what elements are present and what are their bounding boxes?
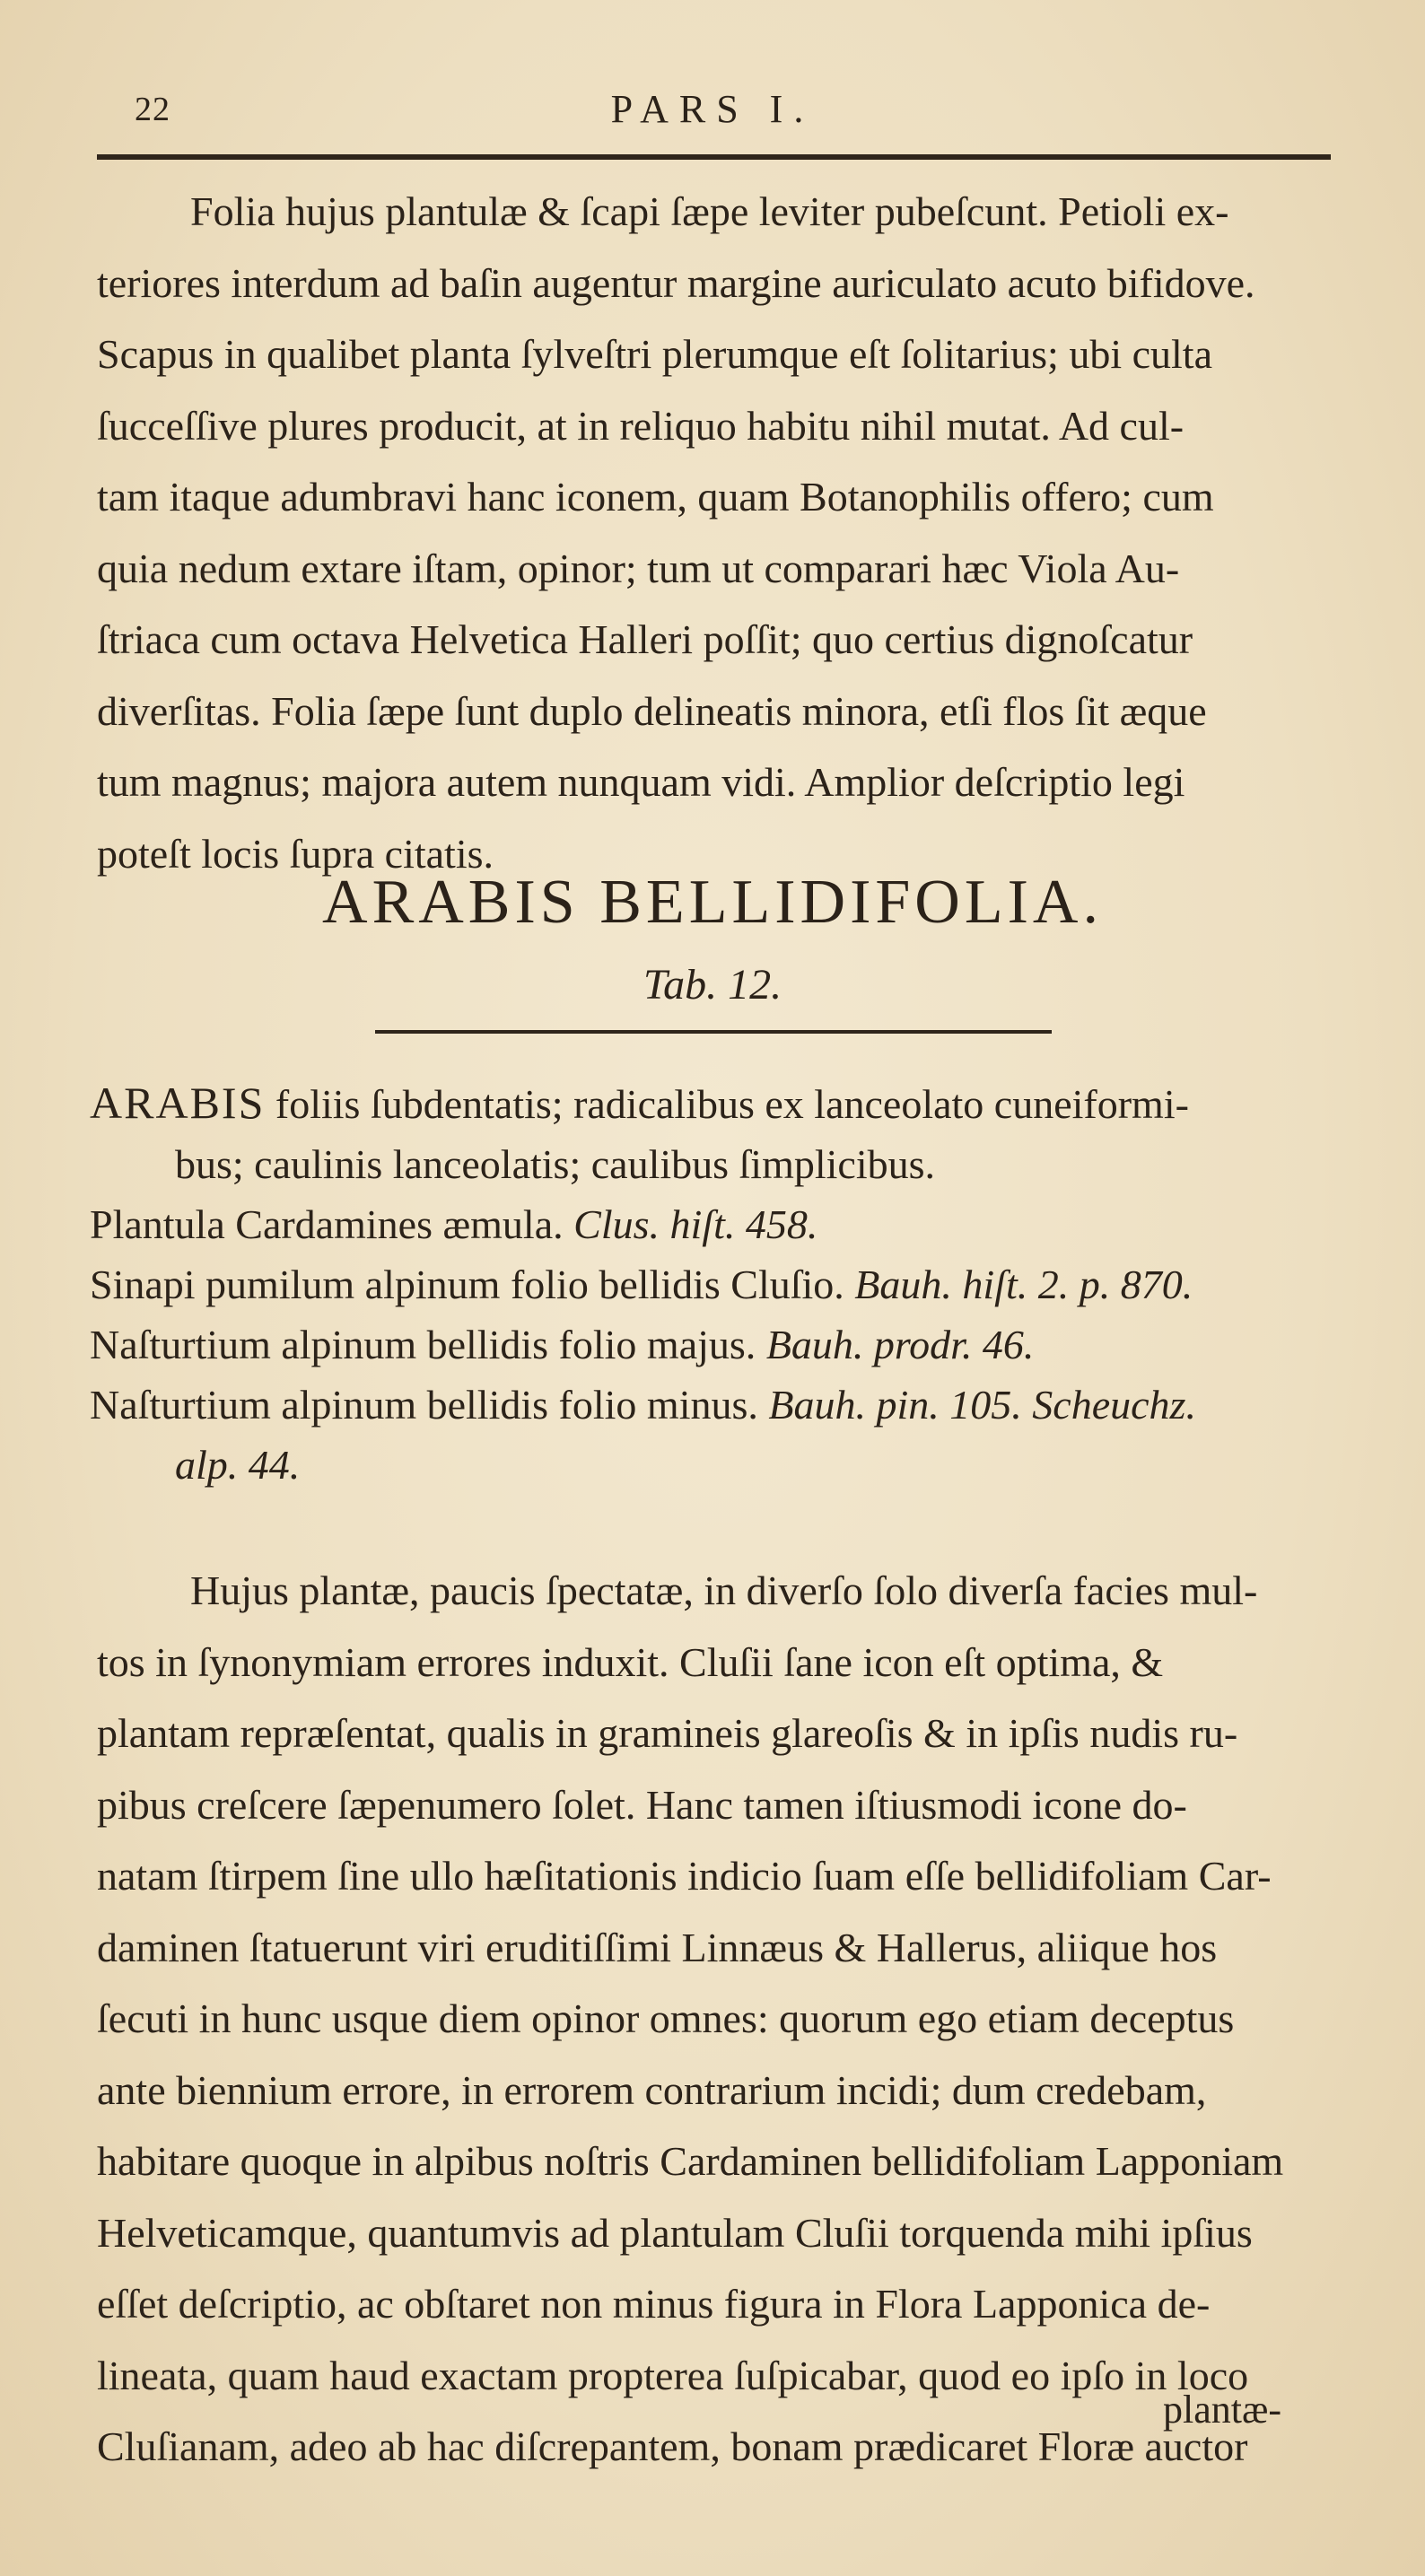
synonym-reference: Bauh. prodr. 46. bbox=[765, 1322, 1035, 1367]
text-line: Cluſianam, adeo ab hac diſcrepantem, bonam prædicaret Floræ auctor bbox=[97, 2423, 1248, 2469]
text-line: lineata, quam haud exactam propterea ſuſpicabar, quod eo ipſo in loco bbox=[97, 2352, 1249, 2398]
synonym-name: Naſturtium alpinum bellidis folio majus. bbox=[90, 1322, 766, 1367]
text-line: eſſet deſcriptio, ac obſtaret non minus figura in Flora Lapponica de- bbox=[97, 2281, 1211, 2327]
text-line: diverſitas. Folia ſæpe ſunt duplo delineatis minora, etſi flos ſit æque bbox=[97, 687, 1207, 734]
text-line: ſecuti in hunc usque diem opinor omnes: quorum ego etiam deceptus bbox=[97, 1995, 1235, 2041]
synonym-name: Plantula Cardamines æmula. bbox=[90, 1201, 574, 1247]
synonym-reference: Bauh. hiſt. 2. p. 870. bbox=[854, 1262, 1193, 1307]
species-heading: ARABIS BELLIDIFOLIA. bbox=[322, 868, 1103, 937]
paragraph-2 bbox=[97, 1555, 1353, 2483]
synonym-reference: Clus. hiſt. 458. bbox=[573, 1201, 818, 1247]
text-line: pibus creſcere ſæpenumero ſolet. Hanc tamen iſtiusmodi icone do- bbox=[97, 1781, 1187, 1828]
text-line: quia nedum extare iſtam, opinor; tum ut comparari hæc Viola Au- bbox=[97, 545, 1180, 591]
synonymy-block bbox=[90, 1073, 1364, 1495]
text-line: natam ſtirpem ſine ullo hæſitationis indicio ſuam eſſe bellidifoliam Car- bbox=[97, 1853, 1272, 1899]
text-line: tum magnus; majora autem nunquam vidi. Amplior deſcriptio legi bbox=[97, 759, 1185, 805]
text-line: teriores interdum ad baſin augentur margine auriculato acuto bifidove. bbox=[97, 259, 1255, 306]
text-line: poteſt locis ſupra citatis. bbox=[97, 830, 494, 877]
text-line: Scapus in qualibet planta ſylveſtri plerumque eſt ſolitarius; ubi culta bbox=[97, 331, 1212, 377]
synonym-entry bbox=[90, 1254, 1364, 1314]
text-line: tam itaque adumbravi hanc iconem, quam Botanophilis offero; cum bbox=[97, 474, 1214, 520]
plate-reference: Tab. 12. bbox=[643, 961, 782, 1009]
section-rule bbox=[375, 1030, 1052, 1034]
text-line: daminen ſtatuerunt viri eruditiſſimi Linnæus & Hallerus, aliique hos bbox=[97, 1924, 1218, 1970]
text-line: Folia hujus plantulæ & ſcapi ſæpe leviter pubeſcunt. Petioli ex- bbox=[190, 188, 1229, 234]
text-line: ſtriaca cum octava Helvetica Halleri poſſit; quo certius dignoſcatur bbox=[97, 616, 1193, 662]
text-line: ante biennium errore, in errorem contrarium incidi; dum credebam, bbox=[97, 2066, 1207, 2113]
text-line: plantam repræſentat, qualis in gramineis glareoſis & in ipſis nudis ru- bbox=[97, 1710, 1238, 1756]
text-line: tos in ſynonymiam errores induxit. Cluſii ſane icon eſt optima, & bbox=[97, 1638, 1164, 1685]
synonym-reference: Bauh. pin. 105. Scheuchz. bbox=[768, 1382, 1196, 1428]
catchword: plantæ- bbox=[1163, 2388, 1281, 2432]
synonym-entry bbox=[90, 1375, 1364, 1435]
paragraph-1 bbox=[97, 176, 1353, 889]
diagnosis-text: foliis ſubdentatis; radicalibus ex lanceolato cuneiformi- bbox=[265, 1081, 1189, 1127]
synonym-entry bbox=[90, 1194, 1364, 1254]
page-number: 22 bbox=[135, 91, 170, 128]
text-line: ſucceſſive plures producit, at in reliquo habitu nihil mutat. Ad cul- bbox=[97, 402, 1185, 449]
synonym-name: Sinapi pumilum alpinum folio bellidis Cluſio. bbox=[90, 1262, 855, 1307]
synonym-entry bbox=[90, 1314, 1364, 1375]
header-rule bbox=[97, 154, 1331, 160]
diagnosis-line bbox=[90, 1073, 1364, 1134]
text-line: Hujus plantæ, paucis ſpectatæ, in diverſo ſolo diverſa facies mul- bbox=[190, 1567, 1258, 1613]
text-line: Helveticamque, quantumvis ad plantulam Cluſii torquenda mihi ipſius bbox=[97, 2209, 1253, 2256]
synonym-continuation: alp. 44. bbox=[175, 1442, 301, 1488]
synonym-name: Naſturtium alpinum bellidis folio minus. bbox=[90, 1382, 769, 1428]
text-line: habitare quoque in alpibus noſtris Cardaminen bellidifoliam Lapponiam bbox=[97, 2138, 1284, 2184]
running-head: PARS I. bbox=[610, 87, 815, 131]
genus-name: ARABIS bbox=[90, 1078, 266, 1128]
diagnosis-continuation: bus; caulinis lanceolatis; caulibus ſimplicibus. bbox=[175, 1141, 936, 1187]
